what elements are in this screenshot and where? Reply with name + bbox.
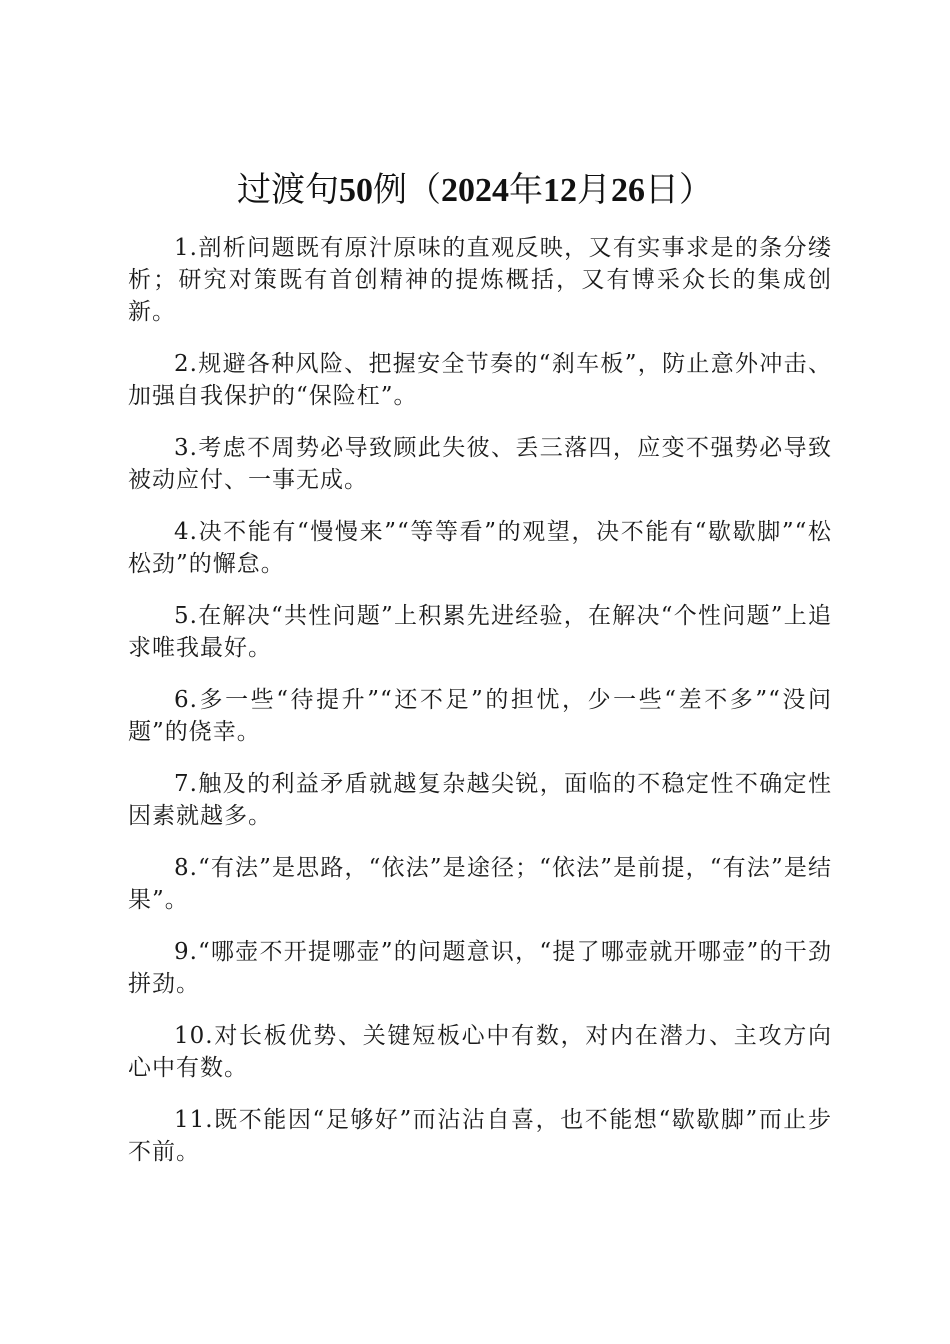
paragraph-11: 11.既不能因“足够好”而沾沾自喜，也不能想“歇歇脚”而止步不前。	[128, 1107, 832, 1165]
paragraph-6: 6.多一些“待提升”“还不足”的担忧，少一些“差不多”“没问题”的侥幸。	[128, 687, 832, 745]
title-mid: 例（	[373, 170, 441, 210]
paragraph-9: 9.“哪壶不开提哪壶”的问题意识，“提了哪壶就开哪壶”的干劲拼劲。	[128, 939, 832, 997]
title-day-suffix: 日）	[645, 170, 713, 210]
paragraph-8: 8.“有法”是思路，“依法”是途径；“依法”是前提，“有法”是结果”。	[128, 855, 832, 913]
paragraph-7: 7.触及的利益矛盾就越复杂越尖锐，面临的不稳定性不确定性因素就越多。	[128, 771, 832, 829]
document-body	[128, 232, 832, 1188]
title-month-suffix: 月	[577, 170, 611, 210]
title-day: 26	[611, 172, 645, 209]
title-month: 12	[543, 172, 577, 209]
paragraph-5: 5.在解决“共性问题”上积累先进经验，在解决“个性问题”上追求唯我最好。	[128, 603, 832, 661]
paragraph-1: 1.剖析问题既有原汁原味的直观反映，又有实事求是的条分缕析；研究对策既有首创精神的提炼概括，又有博采众长的集成创新。	[128, 235, 832, 325]
paragraph-10: 10.对长板优势、关键短板心中有数，对内在潜力、主攻方向心中有数。	[128, 1023, 832, 1081]
document-title	[0, 168, 950, 213]
title-prefix: 过渡句	[237, 170, 339, 210]
paragraph-2: 2.规避各种风险、把握安全节奏的“刹车板”，防止意外冲击、加强自我保护的“保险杠”。	[128, 351, 832, 409]
title-year-suffix: 年	[509, 170, 543, 210]
title-count: 50	[339, 172, 373, 209]
paragraph-4: 4.决不能有“慢慢来”“等等看”的观望，决不能有“歇歇脚”“松松劲”的懈怠。	[128, 519, 832, 577]
paragraph-3: 3.考虑不周势必导致顾此失彼、丢三落四，应变不强势必导致被动应付、一事无成。	[128, 435, 832, 493]
title-year: 2024	[441, 172, 509, 209]
